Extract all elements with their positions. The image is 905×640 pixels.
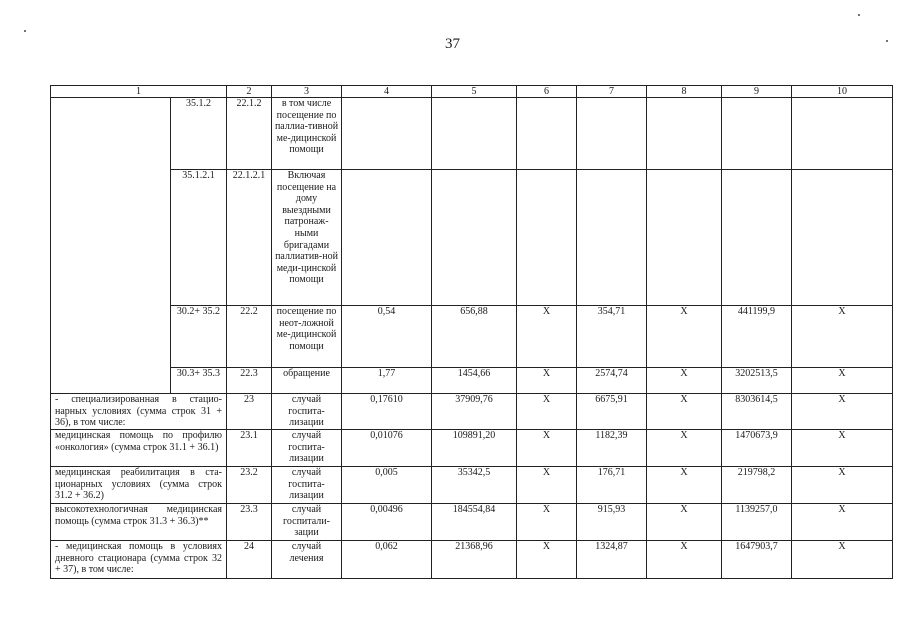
row-unit: случай госпита-лизации — [272, 394, 342, 430]
table-row — [51, 170, 893, 306]
row-unit: случай госпита-лизации — [272, 430, 342, 467]
row-c9: 441199,9 — [722, 306, 792, 368]
row-c7: 1324,87 — [577, 541, 647, 579]
row-label: - медицинская помощь в условиях дневного стационара (сумма строк 32 + 37), в том числе: — [51, 541, 227, 579]
row-label — [51, 98, 171, 394]
row-num: 35.1.2.1 — [171, 170, 227, 306]
table-row — [51, 394, 893, 430]
row-line: 22.3 — [227, 368, 272, 394]
row-line: 23.1 — [227, 430, 272, 467]
row-c10 — [792, 170, 893, 306]
row-unit: в том числе посещение по паллиа-тивной ме-дицинской помощи — [272, 98, 342, 170]
row-c4 — [342, 98, 432, 170]
row-c6: X — [517, 430, 577, 467]
row-c9: 1139257,0 — [722, 504, 792, 541]
row-c4: 0,17610 — [342, 394, 432, 430]
table-row — [51, 467, 893, 504]
row-c9 — [722, 170, 792, 306]
row-c7: 176,71 — [577, 467, 647, 504]
table-row — [51, 368, 893, 394]
row-c7: 354,71 — [577, 306, 647, 368]
row-c6: X — [517, 394, 577, 430]
header-col-4: 4 — [342, 86, 432, 98]
row-c8 — [647, 170, 722, 306]
row-c7: 6675,91 — [577, 394, 647, 430]
row-line: 22.2 — [227, 306, 272, 368]
header-col-9: 9 — [722, 86, 792, 98]
row-unit: случай госпита-лизации — [272, 467, 342, 504]
row-c8: X — [647, 467, 722, 504]
row-c7: 1182,39 — [577, 430, 647, 467]
row-c5: 184554,84 — [432, 504, 517, 541]
header-col-2: 2 — [227, 86, 272, 98]
row-c8: X — [647, 430, 722, 467]
row-c10: X — [792, 504, 893, 541]
row-c4: 0,005 — [342, 467, 432, 504]
table-row — [51, 430, 893, 467]
row-c8: X — [647, 306, 722, 368]
row-c9 — [722, 98, 792, 170]
row-c5 — [432, 98, 517, 170]
row-c7 — [577, 170, 647, 306]
row-c6: X — [517, 541, 577, 579]
header-col-8: 8 — [647, 86, 722, 98]
scan-speck — [858, 14, 860, 16]
header-col-6: 6 — [517, 86, 577, 98]
header-col-1: 1 — [51, 86, 227, 98]
row-num: 30.3+ 35.3 — [171, 368, 227, 394]
table-row — [51, 504, 893, 541]
row-line: 22.1.2 — [227, 98, 272, 170]
table-row — [51, 306, 893, 368]
scan-speck — [886, 40, 888, 42]
header-row — [51, 86, 893, 98]
row-c10: X — [792, 306, 893, 368]
row-c8: X — [647, 504, 722, 541]
row-label: высокотехнологичная медицинская помощь (сумма строк 31.3 + 36.3)** — [51, 504, 227, 541]
row-c5: 37909,76 — [432, 394, 517, 430]
row-c10: X — [792, 368, 893, 394]
row-c4 — [342, 170, 432, 306]
row-label: медицинская реабилитация в ста-ционарных условиях (сумма строк 31.2 + 36.2) — [51, 467, 227, 504]
row-line: 24 — [227, 541, 272, 579]
row-c5: 35342,5 — [432, 467, 517, 504]
data-table — [50, 85, 893, 579]
row-c6: X — [517, 306, 577, 368]
row-c4: 0,54 — [342, 306, 432, 368]
row-unit: обращение — [272, 368, 342, 394]
header-col-3: 3 — [272, 86, 342, 98]
row-c6: X — [517, 504, 577, 541]
row-c5 — [432, 170, 517, 306]
row-c6: X — [517, 467, 577, 504]
row-c7 — [577, 98, 647, 170]
page-number: 37 — [445, 36, 460, 52]
row-unit: случай лечения — [272, 541, 342, 579]
row-c4: 0,062 — [342, 541, 432, 579]
row-c6 — [517, 170, 577, 306]
row-label: - специализированная в стацио-нарных условиях (сумма строк 31 + 36), в том числе: — [51, 394, 227, 430]
row-unit: Включая посещение на дому выездными патронаж-ными бригадами паллиатив-ной меди-цинской помощи — [272, 170, 342, 306]
row-c8: X — [647, 368, 722, 394]
row-c4: 1,77 — [342, 368, 432, 394]
table-row — [51, 98, 893, 170]
row-c9: 1647903,7 — [722, 541, 792, 579]
row-label: медицинская помощь по профилю «онкология» (сумма строк 31.1 + 36.1) — [51, 430, 227, 467]
row-line: 22.1.2.1 — [227, 170, 272, 306]
row-c4: 0,00496 — [342, 504, 432, 541]
row-line: 23 — [227, 394, 272, 430]
row-c10 — [792, 98, 893, 170]
row-c9: 219798,2 — [722, 467, 792, 504]
row-c7: 915,93 — [577, 504, 647, 541]
row-c10: X — [792, 467, 893, 504]
row-c8: X — [647, 394, 722, 430]
row-c5: 656,88 — [432, 306, 517, 368]
row-c6 — [517, 98, 577, 170]
table-row — [51, 541, 893, 579]
row-c8 — [647, 98, 722, 170]
row-c8: X — [647, 541, 722, 579]
row-c4: 0,01076 — [342, 430, 432, 467]
row-c10: X — [792, 394, 893, 430]
row-c10: X — [792, 430, 893, 467]
row-c9: 3202513,5 — [722, 368, 792, 394]
row-c5: 1454,66 — [432, 368, 517, 394]
row-c7: 2574,74 — [577, 368, 647, 394]
row-line: 23.2 — [227, 467, 272, 504]
header-col-10: 10 — [792, 86, 893, 98]
row-c9: 8303614,5 — [722, 394, 792, 430]
row-c6: X — [517, 368, 577, 394]
scan-speck — [24, 30, 26, 32]
row-c10: X — [792, 541, 893, 579]
row-num: 30.2+ 35.2 — [171, 306, 227, 368]
row-unit: случай госпитали-зации — [272, 504, 342, 541]
row-num: 35.1.2 — [171, 98, 227, 170]
header-col-7: 7 — [577, 86, 647, 98]
row-c5: 109891,20 — [432, 430, 517, 467]
row-c9: 1470673,9 — [722, 430, 792, 467]
row-unit: посещение по неот-ложной ме-дицинской помощи — [272, 306, 342, 368]
row-line: 23.3 — [227, 504, 272, 541]
header-col-5: 5 — [432, 86, 517, 98]
row-c5: 21368,96 — [432, 541, 517, 579]
